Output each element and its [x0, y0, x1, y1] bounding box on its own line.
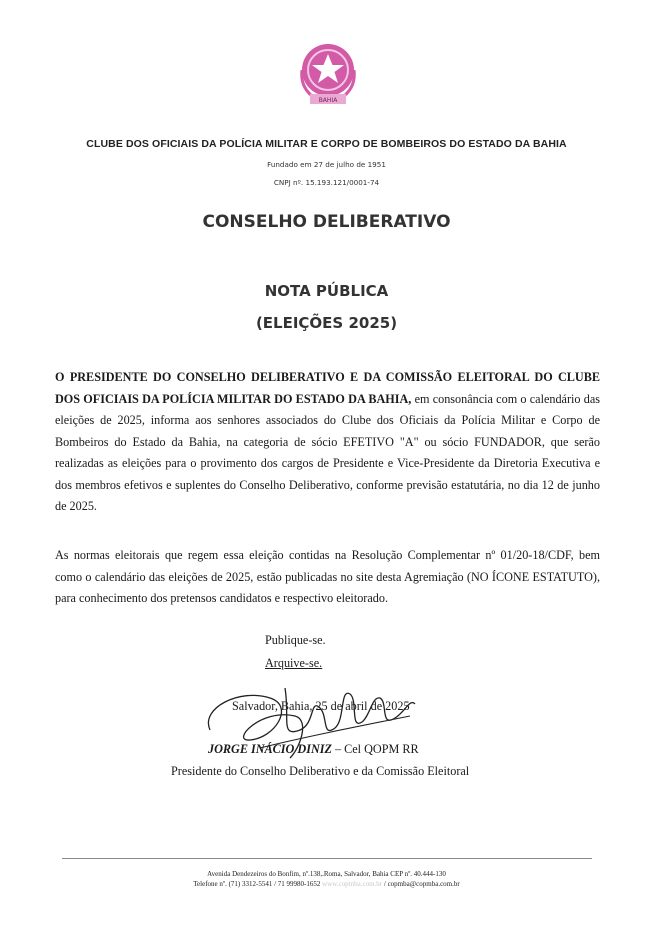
- organization-name: CLUBE DOS OFICIAIS DA POLÍCIA MILITAR E CORPO DE BOMBEIROS DO ESTADO DA BAHIA: [86, 138, 567, 150]
- signer-name: JORGE INÁCIO DINIZ: [208, 742, 332, 756]
- body-paragraph-1: [55, 367, 600, 518]
- signer-role: Presidente do Conselho Deliberativo e da Comissão Eleitoral: [171, 764, 470, 778]
- footer-contacts: [0, 880, 653, 888]
- publish-line: Publique-se.: [265, 633, 326, 647]
- footer-email[interactable]: copmba@copmba.com.br: [387, 880, 460, 888]
- footer-divider: [62, 858, 592, 859]
- signer-rank: – Cel QOPM RR: [331, 742, 419, 756]
- paragraph-lead: O PRESIDENTE DO CONSELHO DELIBERATIVO E DA COMISSÃO ELEITORAL DO CLUBE DOS OFICIAIS DA POLÍCIA MILITAR DO ESTADO DA BAHIA,: [55, 370, 600, 406]
- club-logo: [296, 40, 360, 110]
- founded-date: Fundado em 27 de julho de 1951: [267, 160, 386, 169]
- cnpj-number: CNPJ nº. 15.193.121/0001-74: [273, 178, 380, 187]
- body-paragraph-2: As normas eleitorais que regem essa eleição contidas na Resolução Complementar nº 01/20-18/CDF, bem como o calendário das eleições de 2025, estão publicadas no site desta Agremiação (NO ÍCONE ESTATUTO), para conhecimento dos pretensos candidatos e respectivo eleitorado.: [55, 548, 600, 605]
- notice-subheading: (ELEIÇÕES 2025): [255, 314, 398, 332]
- footer-site[interactable]: www.copmba.com.br: [322, 880, 383, 888]
- handwritten-signature: [200, 668, 430, 768]
- logo-banner-text: BAHIA: [318, 97, 338, 104]
- footer-address: Avenida Dendezeiros do Bonfim, nº.138,.Roma, Salvador, Bahia CEP nº. 40.444-130: [207, 870, 446, 878]
- footer-phone: Telefone nº. (71) 3312-5541 / 71 99980-1652: [193, 880, 321, 888]
- archive-line: Arquive-se.: [265, 656, 323, 670]
- council-title: CONSELHO DELIBERATIVO: [202, 212, 451, 232]
- notice-heading: NOTA PÚBLICA: [264, 282, 389, 300]
- place-date: Salvador, Bahia, 25 de abril de 2025: [232, 699, 410, 713]
- star-emblem-icon: [302, 44, 355, 96]
- paragraph-rest: em consonância com o calendário das eleições de 2025, informa aos senhores associados do Clube dos Oficiais da Polícia Militar e Corpo de Bombeiros do Estado da Bahia, na categoria de sócio EFETIVO "A" ou sócio FUNDADOR, que serão realizadas as eleições para o provimento dos cargos de Presidente e Vice-Presidente da Diretoria Executiva e dos membros efetivos e suplentes do Conselho Deliberativo, conforme previsão estatutária, no dia 12 de junho de 2025.: [55, 391, 600, 513]
- footer-separator: /: [382, 880, 388, 888]
